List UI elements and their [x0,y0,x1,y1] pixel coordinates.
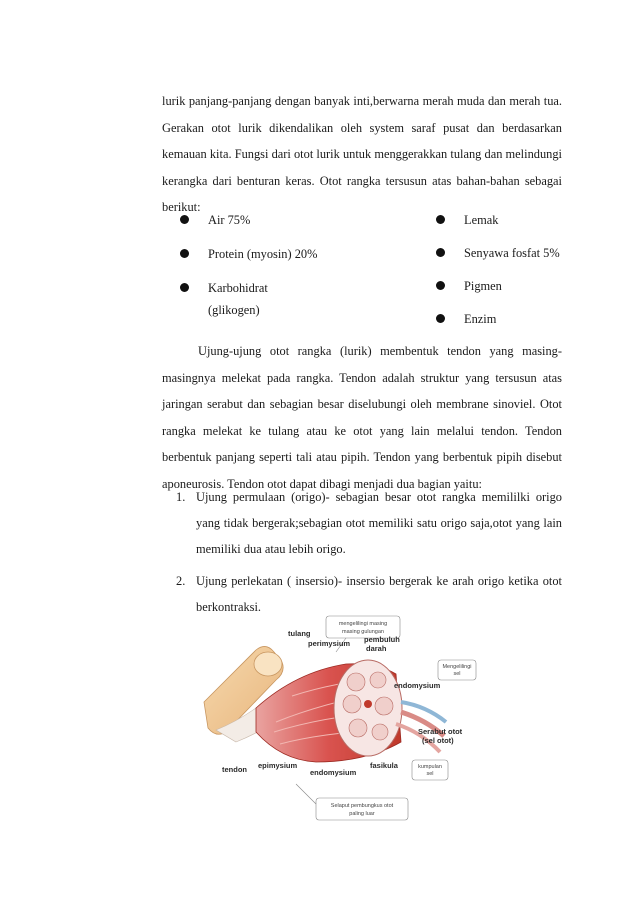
bullet-dot-icon [180,283,189,292]
callout-bottom-line2: paling luar [349,811,375,817]
label-pembuluh-2: darah [366,644,387,653]
bullet-item [176,246,386,262]
callout-right-1 [438,660,476,680]
bullet-dot-icon [180,215,189,224]
paragraph-1: lurik panjang-panjang dengan banyak inti,berwarna merah muda dan merah tua. Gerakan otot lurik dikendalikan oleh system saraf pusat dan berdasarkan kemauan kita. Fungsi dari otot lurik untuk menggerakkan tulang dan melindungi kerangka dari benturan keras. Otot rangka tersusun atas bahan-bahan sebagai berikut: [162,94,562,214]
muscle-anatomy-figure [196,612,486,834]
label-endomysium-bottom: endomysium [310,768,357,777]
bullet-item [432,245,582,261]
bullet-text: Enzim [464,312,497,326]
bullet-list-right [432,212,582,344]
cross-section-illustration [334,660,402,756]
item-text: Ujung permulaan (origo)- sebagian besar otot rangka memililki origo yang tidak bergerak;sebagian otot memiliki satu origo saja,otot yang lain memiliki dua atau lebih origo. [196,490,562,556]
bullet-dot-icon [180,249,189,258]
label-tulang: tulang [288,629,311,638]
item-text: Ujung perlekatan ( insersio)- insersio bergerak ke arah origo ketika otot berkontraksi. [196,574,562,614]
bullet-subtext: (glikogen) [208,303,260,317]
label-serabut-2: (sel otot) [422,736,454,745]
callout-top-line2: masing gulungan [342,629,384,635]
item-number: 1. [176,490,186,504]
bullet-item [432,311,582,327]
label-tendon: tendon [222,765,247,774]
bullet-text: Karbohidrat [208,281,268,295]
numbered-list [176,484,562,626]
bullet-dot-icon [436,248,445,257]
label-serabut-1: Serabut otot [418,727,463,736]
label-perimysium: perimysium [308,639,351,648]
bullet-list-left [176,212,386,336]
bullet-item [176,280,386,318]
label-fasikula: fasikula [370,761,398,770]
callout-right1-line2: sel [453,671,461,677]
paragraph-2: Ujung-ujung otot rangka (lurik) membentuk tendon yang masing-masingnya melekat pada rangka. Tendon adalah struktur yang tersusun atas jaringan serabut dan sebagian besar diselubungi oleh membrane sinoviel. Otot rangka melekat ke tulang atau ke otot yang lain melalui tendon. Tendon berbentuk panjang seperti tali atau pipih. Tendon yang berbentuk pipih disebut aponeurosis. Tendon otot dapat dibagi menjadi dua bagian yaitu: [162,344,562,491]
callout-bottom-line1: Selaput pembungkus otot [330,803,394,809]
bullet-dot-icon [436,215,445,224]
item-number: 2. [176,574,186,588]
callout-right2-line2: sel [426,771,434,777]
bullet-dot-icon [436,281,445,290]
callout-bottom [296,784,408,820]
callout-top-line1: mengelilingi masing [338,621,388,627]
label-epimysium: epimysium [258,761,298,770]
callout-right1-line1: Mengelilingi [442,664,472,670]
numbered-item [176,484,562,562]
callout-right2-line1: kumpulan [418,764,442,770]
bullet-dot-icon [436,314,445,323]
bullet-text: Lemak [464,213,499,227]
bullet-text: Protein (myosin) 20% [208,247,318,261]
bullet-item [176,212,386,228]
label-pembuluh-1: pembuluh [364,635,400,644]
bullet-text: Pigmen [464,279,502,293]
bullet-item [432,278,582,294]
bullet-item [432,212,582,228]
label-endomysium-right: endomysium [394,681,441,690]
bullet-text: Air 75% [208,213,251,227]
bullet-text: Senyawa fosfat 5% [464,246,560,260]
callout-right-2 [412,760,448,780]
